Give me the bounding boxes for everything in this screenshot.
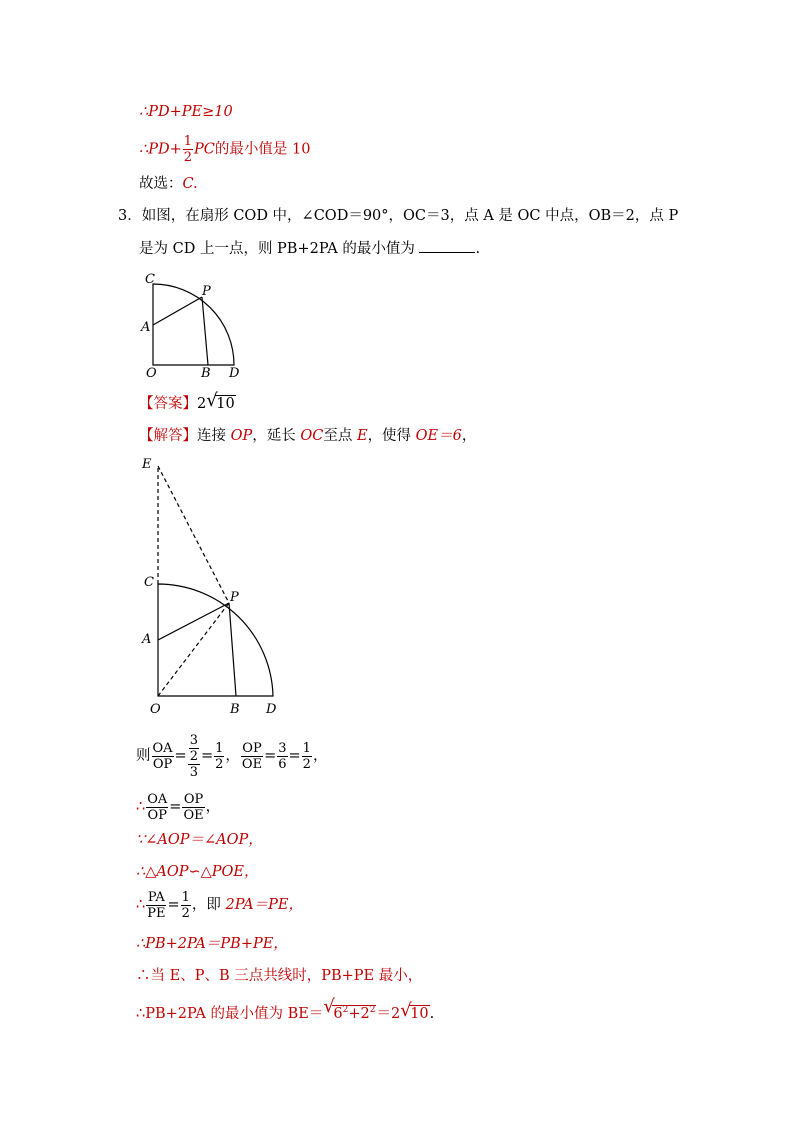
prev-line-2: ∴PD+ $\frac{1}{2}$ PC的最小值是 10 bbox=[139, 134, 311, 165]
fraction: $\frac{OA}{OP}$ bbox=[147, 791, 168, 823]
fraction: $\frac{3}{6}$ bbox=[278, 740, 287, 772]
fraction: $\frac{OP}{OE}$ bbox=[183, 791, 204, 823]
label-o: O bbox=[146, 366, 157, 381]
label-c: C bbox=[144, 575, 154, 590]
solution-line: 【解答】连接 OP，延长 OC至点 E，使得 OE＝6， bbox=[139, 428, 477, 444]
step-2: ∴ $\frac{OA}{OP}$ = $\frac{OP}{OE}$ ， bbox=[136, 791, 221, 823]
step-5: ∴ $\frac{PA}{PE}$ = $\frac{1}{2}$ ，即 2PA＝PE， bbox=[136, 889, 303, 921]
label-p: P bbox=[230, 590, 239, 605]
sqrt: √ 10 bbox=[206, 390, 235, 412]
problem-number: 3． bbox=[118, 208, 142, 224]
label-e: E bbox=[142, 457, 152, 472]
figure-1-sector bbox=[138, 270, 250, 382]
sector-outline bbox=[153, 284, 234, 365]
fraction: $\frac{1}{2}$ bbox=[183, 134, 193, 165]
solution-tag: 【解答】 bbox=[139, 428, 197, 444]
answer-blank bbox=[419, 238, 475, 253]
sqrt: √ $6^2+2^2$ bbox=[323, 996, 376, 1022]
fraction: $\frac{OP}{OE}$ bbox=[241, 740, 263, 772]
segment-op bbox=[158, 603, 229, 696]
label-d: D bbox=[229, 366, 240, 381]
label-a: A bbox=[141, 320, 151, 335]
answer-tag: 【答案】 bbox=[139, 396, 197, 412]
problem-line-1: 3．如图，在扇形 COD 中，∠COD＝90°，OC＝3，点 A 是 OC 中点，OB＝2，点 P bbox=[118, 208, 679, 224]
label-b: B bbox=[201, 366, 211, 381]
fraction: $\frac{1}{2}$ bbox=[181, 889, 190, 921]
prev-line-1: ∴PD+PE≥10 bbox=[139, 104, 233, 120]
nested-fraction: $\frac{\frac{3}{2}}{3}$ bbox=[189, 732, 198, 780]
label-c: C bbox=[145, 272, 155, 287]
step-7: ∴当 E、P、B 三点共线时，PB+PE 最小， bbox=[136, 968, 423, 984]
figure-2-construction bbox=[138, 452, 288, 720]
segment-pb bbox=[229, 603, 236, 696]
answer-line: 【答案】2 √ 10 bbox=[139, 390, 235, 412]
segment-ep bbox=[158, 466, 229, 603]
label-d: D bbox=[266, 702, 277, 717]
label-o: O bbox=[150, 702, 161, 717]
fraction: $\frac{OA}{OP}$ bbox=[152, 740, 173, 772]
sector-outline bbox=[158, 584, 273, 696]
step-1: 则 $\frac{OA}{OP}$ = $\frac{\frac{3}{2}}{3}$ = $\frac{1}{2}$ ， $\frac{OP}{OE}$ = $\frac{3}{6}$ = $\frac{1}{2}$ ， bbox=[136, 732, 328, 780]
fraction: $\frac{1}{2}$ bbox=[302, 740, 311, 772]
step-3: ∵∠AOP＝∠AOP， bbox=[136, 832, 263, 848]
prev-line-3: 故选：C. bbox=[139, 176, 198, 192]
label-b: B bbox=[230, 702, 240, 717]
segment-pa bbox=[158, 603, 229, 640]
segment-pa bbox=[153, 297, 202, 325]
sqrt: √ 10 bbox=[400, 1000, 429, 1022]
segment-pb bbox=[202, 297, 208, 365]
fraction: $\frac{PA}{PE}$ bbox=[147, 889, 166, 921]
problem-line-2: 是为 CD 上一点，则 PB+2PA 的最小值为 . bbox=[139, 238, 480, 259]
step-8: ∴PB+2PA 的最小值为 BE＝ √ $6^2+2^2=2$ √ 10. bbox=[136, 996, 435, 1022]
step-4: ∴△AOP∽△POE， bbox=[136, 864, 259, 880]
label-p: P bbox=[202, 284, 211, 299]
label-a: A bbox=[142, 632, 152, 647]
fraction: $\frac{1}{2}$ bbox=[215, 740, 224, 772]
step-6: ∴PB+2PA＝PB+PE， bbox=[136, 936, 288, 952]
